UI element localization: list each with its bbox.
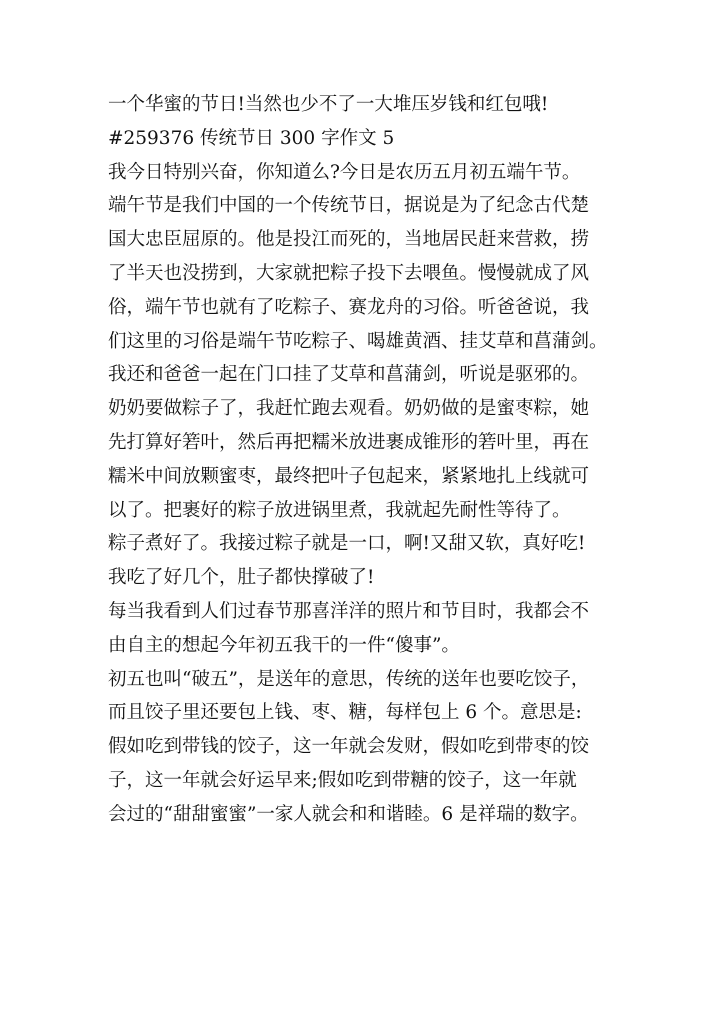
text-line: 每当我看到人们过春节那喜洋洋的照片和节目时，我都会不 — [108, 600, 590, 622]
text-line: 而且饺子里还要包上钱、枣、糖，每样包上 6 个。意思是: — [108, 702, 582, 724]
text-line: 子，这一年就会好运早来;假如吃到带糖的饺子，这一年就 — [108, 769, 577, 791]
text-line: 假如吃到带钱的饺子，这一年就会发财，假如吃到带枣的饺 — [108, 736, 590, 758]
text-line: 糯米中间放颗蜜枣，最终把叶子包起来，紧紧地扎上线就可 — [108, 465, 590, 487]
text-body — [108, 88, 613, 832]
text-line: 粽子煮好了。我接过粽子就是一口，啊!又甜又软，真好吃! — [108, 533, 586, 555]
text-line: 由自主的想起今年初五我干的一件“傻事”。 — [108, 634, 460, 656]
text-line: 我今日特别兴奋，你知道么?今日是农历五月初五端午节。 — [108, 161, 581, 183]
text-line: 了半天也没捞到，大家就把粽子投下去喂鱼。慢慢就成了风 — [108, 262, 590, 284]
text-line: 们这里的习俗是端午节吃粽子、喝雄黄酒、挂艾草和菖蒲剑。 — [108, 330, 608, 352]
text-line: 一个华蜜的节日!当然也少不了一大堆压岁钱和红包哦! — [108, 94, 549, 115]
text-line: 我吃了好几个，肚子都快撑破了! — [108, 567, 375, 589]
article-heading: #259376 传统节日 300 字作文 5 — [108, 127, 395, 149]
text-line: 以了。把裹好的粽子放进锅里煮，我就起先耐性等待了。 — [108, 499, 571, 521]
text-line: 初五也叫“破五”，是送年的意思，传统的送年也要吃饺子， — [108, 668, 590, 690]
text-line: 国大忠臣屈原的。他是投江而死的，当地居民赶来营救，捞 — [108, 229, 590, 251]
text-line: 我还和爸爸一起在门口挂了艾草和菖蒲剑，听说是驱邪的。 — [108, 364, 590, 386]
text-line: 俗，端午节也就有了吃粽子、赛龙舟的习俗。听爸爸说，我 — [108, 296, 590, 318]
text-line: 端午节是我们中国的一个传统节日，据说是为了纪念古代楚 — [108, 195, 590, 217]
text-line: 会过的“甜甜蜜蜜”一家人就会和和谐睦。6 是祥瑞的数字。 — [108, 803, 589, 825]
text-line: 先打算好箬叶，然后再把糯米放进裹成锥形的箬叶里，再在 — [108, 431, 590, 453]
text-line: 奶奶要做粽子了，我赶忙跑去观看。奶奶做的是蜜枣粽，她 — [108, 398, 590, 420]
